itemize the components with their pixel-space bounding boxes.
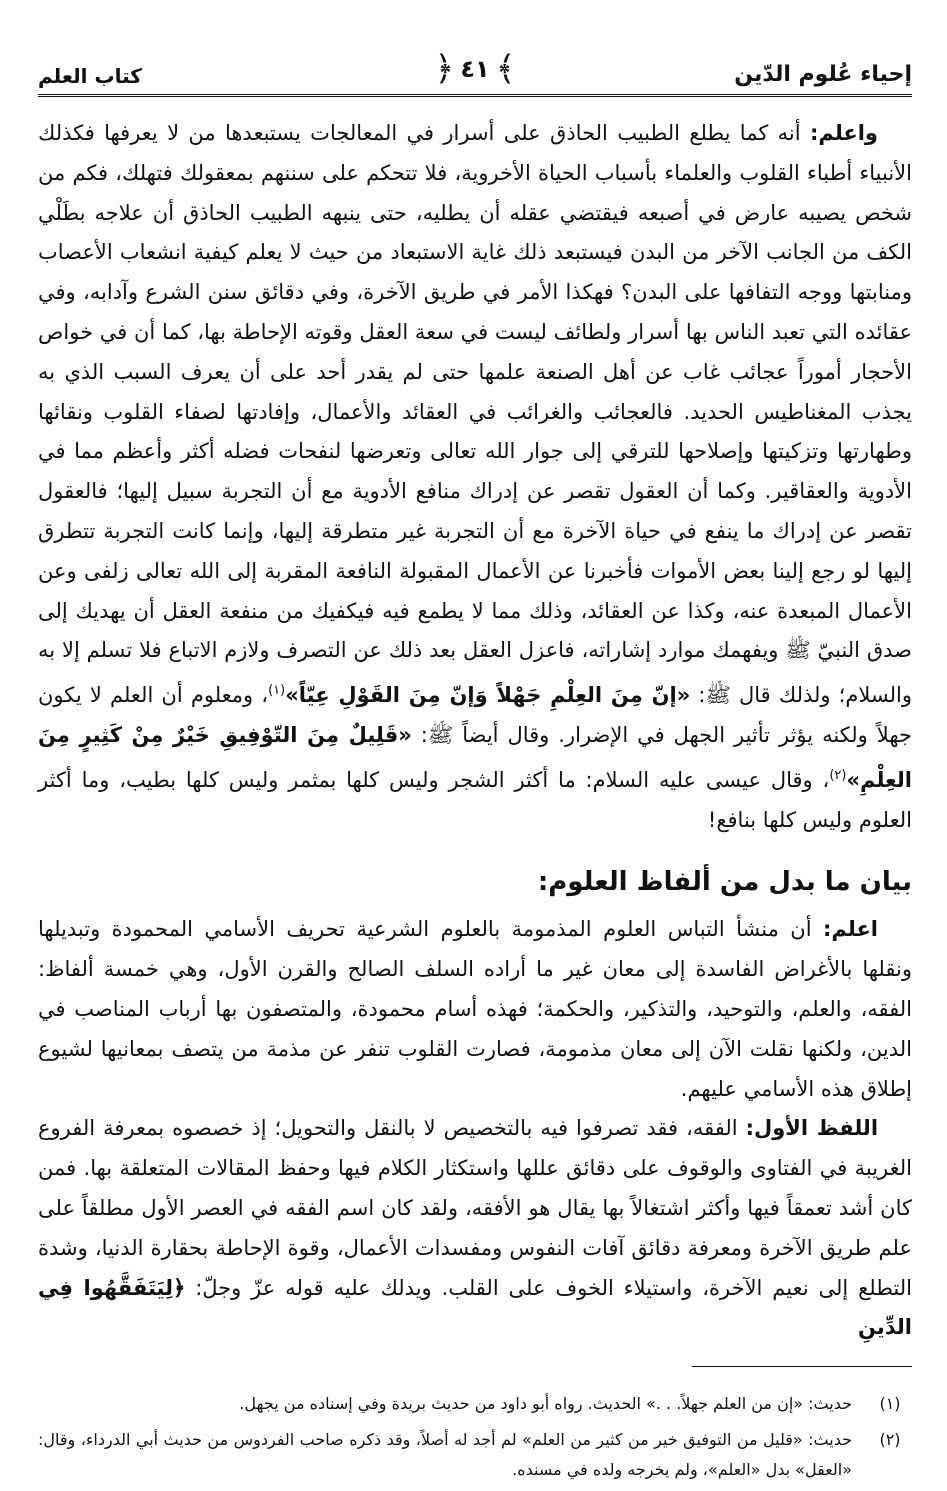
paragraph-text: أن منشأ التباس العلوم المذمومة بالعلوم الشرعية تحريف الأسامي المحمودة وتبديلها ونقلها بالأغراض الفاسدة إلى معان غير ما أراده السلف الصالح والقرن الأول، وهي خمسة ألفاظ: الفقه، والعلم، والتوحيد، والتذكير، والحكمة؛ فهذه أسام محمودة، والمتصفون بها أرباب المناصب في الدين، ولكنها نقلت الآن إلى معان مذمومة، فصارت القلوب تنفر عن مذمة من يتصف بمعانيها لشيوع إطلاق هذه الأسامي عليهم. — [38, 917, 912, 1101]
paragraph-text: ، ومعلوم أن العلم لا يكون جهلاً ولكنه يؤثر تأثير الجهل في الإضرار. وقال أيضاً ﷺ: — [38, 683, 912, 747]
page-number-value: ٤١ — [460, 55, 490, 83]
hadith-quote: «قَلِيلٌ مِنَ التّوْفِيقِ خَيْرٌ مِنْ كَثِيرٍ مِنَ العِلْمِ» — [38, 722, 912, 792]
footnote-reference[interactable]: (٢) — [829, 767, 847, 783]
chapter-title: كتاب العلم — [38, 64, 142, 88]
paragraph-lead: اللفظ الأول: — [745, 1116, 879, 1141]
footnote-text: حديث: «إن من العلم جهلاً. . .» الحديث. رواه أبو داود من حديث بريدة وفي إسناده من يجهل. — [239, 1394, 852, 1414]
body-paragraph — [38, 1109, 912, 1348]
footnote-item — [38, 1425, 912, 1485]
body-paragraph — [38, 910, 912, 1109]
footnote-reference[interactable]: (١) — [268, 683, 286, 699]
ornamental-bracket-right-icon: ﴾ — [495, 49, 516, 89]
paragraph-text: أنه كما يطلع الطبيب الحاذق على أسرار في المعالجات يستبعدها من لا يعرفها فكذلك الأنبياء أطباء القلوب والعلماء بأسباب الحياة الأخروية، فلا تتحكم على سننهم بمعقولك فتهلك، فكم من شخص يصيبه عارض في أصبعه فيقتضي عقله أن يطليه، حتى ينبهه الطبيب الحاذق أن علاجه بطَلْي الكف من الجانب الآخر من البدن فيستبعد ذلك غاية الاستبعاد من حيث لا يعلم كيفية انشعاب الأعصاب ومنابتها ووجه التفافها على البدن؟ فهكذا الأمر في طريق الآخرة، وفي دقائق سنن الشرع وآدابه، وفي عقائده التي تعبد الناس بها أسرار ولطائف ليست في سعة العقل وقوته الإحاطة بها، كما أن في خواص الأحجار أموراً عجائب غاب عن أهل الصنعة علمها حتى لم يقدر أحد على أن يعرف السبب الذي به يجذب المغناطيس الحديد. فالعجائب والغرائب في العقائد والأعمال، وإفادتها لصفاء القلوب ونقائها وطهارتها وتزكيتها وإصلاحها للترقي إلى جوار الله تعالى وتعرضها لنفحات فضله أكثر وأعظم مما في الأدوية والعقاقير. وكما أن العقول تقصر عن إدراك منافع الأدوية مع أن التجربة سبيل إليها؛ فالعقول تقصر عن إدراك ما ينفع في حياة الآخرة مع أن التجربة غير متطرقة إليها، وإنما كانت التجربة تتطرق إليها لو رجع إلينا بعض الأموات فأخبرنا عن الأعمال المقبولة النافعة المقربة إلى الله تعالى زلفى وعن الأعمال المبعدة عنه، وكذا عن العقائد، وذلك مما لا يطمع فيه فيكفيك من منفعة العقل أن يهديك إلى صدق النبيّ ﷺ ويفهمك موارد إشاراته، فاعزل العقل بعد ذلك عن التصرف ولازم الاتباع فلا تسلم إلا به والسلام؛ ولذلك قال ﷺ: — [38, 121, 912, 708]
section-heading: بيان ما بدل من ألفاظ العلوم: — [537, 867, 912, 898]
book-page — [38, 40, 912, 1491]
header-divider — [38, 94, 912, 97]
hadith-quote: «إنّ مِنَ العِلْمِ جَهْلاً وَإنّ مِنَ القَوْلِ عِيّاً» — [285, 683, 691, 708]
quran-quote: ﴿لِيَتَفَقَّهُوا فِي الدِّينِ — [38, 1275, 912, 1340]
paragraph-text: ، وقال عيسى عليه السلام: ما أكثر الشجر وليس كلها بمثمر وليس كلها بطيب، وما أكثر العلوم وليس كلها بنافع! — [38, 767, 912, 832]
footnote-number: (٢) — [879, 1430, 901, 1450]
ornamental-bracket-left-icon: ﴿ — [434, 49, 455, 89]
page-number — [434, 49, 516, 89]
body-paragraph — [38, 114, 912, 840]
paragraph-text: الفقه، فقد تصرفوا فيه بالتخصيص لا بالنقل والتحويل؛ إذ خصصوه بمعرفة الفروع الغريبة في الفتاوى والوقوف على دقائق عللها واستكثار الكلام فيها وحفظ المقالات المتعلقة بها. فمن كان أشد تعمقاً فيها وأكثر اشتغالاً بها يقال هو الأفقه، ولقد كان اسم الفقه في العصر الأول مطلقاً على علم طريق الآخرة ومعرفة دقائق آفات النفوس ومفسدات الأعمال، وقوة الإحاطة بحقارة الدنيا، وشدة التطلع إلى نعيم الآخرة، واستيلاء الخوف على القلب. ويدلك عليه قوله عزّ وجلّ: — [38, 1116, 912, 1300]
footnote-divider — [692, 1366, 912, 1367]
footnote-item — [38, 1389, 912, 1419]
paragraph-lead: اعلم: — [823, 917, 878, 942]
book-title: إحياء عُلوم الدّين — [734, 62, 912, 87]
page-header — [38, 40, 912, 96]
footnote-text: حديث: «قليل من التوفيق خير من كثير من العلم» لم أجد له أصلاً، وقد ذكره صاحب الفردوس من حديث أبي الدرداء، وقال: «العقل» بدل «العلم»، ولم يخرجه ولده في مسنده. — [38, 1430, 852, 1480]
footnote-number: (١) — [879, 1394, 901, 1414]
paragraph-lead: واعلم: — [809, 121, 878, 145]
